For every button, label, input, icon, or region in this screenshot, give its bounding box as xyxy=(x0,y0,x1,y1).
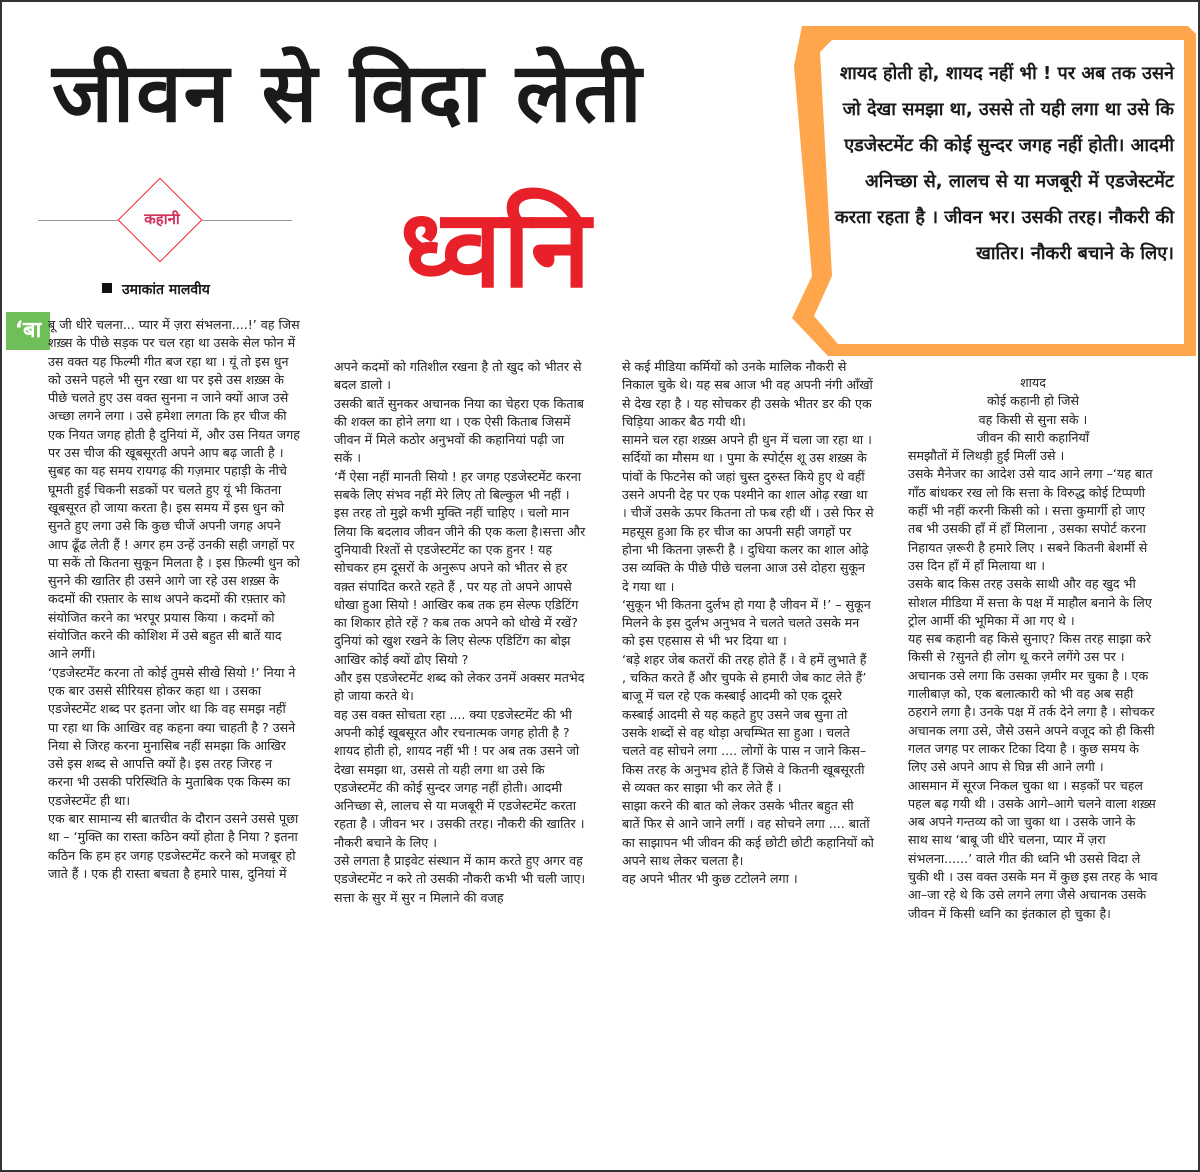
column-3-body: से कई मीडिया कर्मियों को उनके मालिक नौकरी से निकाल चुके थे। यह सब आज भी वह अपनी नंगी आँखों से देख रहा है । यह सोचकर ही उसके भीतर डर की एक चिड़िया आकर बैठ गयी थी। सामने चल रहा शख़्स अपने ही धुन में चला जा रहा था । सर्दियों का मौसम था । पुमा के स्पोर्ट्स शू उस शख़्स के पांवों के फिटनेस को जहां चुस्त दुरुस्त किये हुए थे वहीं उसने अपनी देह पर एक पश्मीने का शाल ओढ़ रखा था । चीजें उसके ऊपर कितना तो फब रही थीं । उसे फिर से महसूस हुआ कि हर चीज का अपनी सही जगहों पर होना भी कितना ज़रूरी है । दुधिया कलर का शाल ओढ़े उस व्यक्ति के पीछे पीछे चलना आज उसे दोहरा सुकून दे गया था । ‘सुकून भी कितना दुर्लभ हो गया है जीवन में !’ – सुकून मिलने के इस दुर्लभ अनुभव ने चलते चलते उसके मन को इस एहसास से भी भर दिया था । ‘बड़े शहर जेब कतरों की तरह होते हैं । वे हमें लुभाते हैं , चकित करते हैं और चुपके से हमारी जेब काट लेते हैं’ बाजू में चल रहे एक कस्बाई आदमी को एक दूसरे कस्बाई आदमी से यह कहते हुए उसने जब सुना तो उसके शब्दों से वह थोड़ा अचम्भित सा हुआ । चलते चलते वह सोचने लगा .... लोगों के पास न जाने किस–किस तरह के अनुभव होते हैं जिसे वे कितनी खूबसूरती से व्यक्त कर साझा भी कर लेते हैं । साझा करने की बात को लेकर उसके भीतर बहुत सी बातें फिर से आने जाने लगीं । वह सोचने लगा .... बातों का साझापन भी जीवन की कई छोटी छोटी कहानियों को अपने साथ लेकर चलता है। वह अपने भीतर भी कुछ टटोलने लगा । xyxy=(622,359,874,887)
author-name: उमाकांत मालवीय xyxy=(122,282,210,298)
column-4-lead: शायद कोई कहानी हो जिसे वह किसी से सुना सके । जीवन की सारी कहानियाँ xyxy=(976,375,1090,445)
divider-left xyxy=(38,220,120,221)
pull-quote-text: शायद होती हो, शायद नहीं भी ! पर अब तक उसने जो देखा समझा था, उससे तो यही लगा था उसे कि एडजेस्टमेंट की कोई सुन्दर जगह नहीं होती। आदमी अनिच्छा से, लालच से या मजबूरी में एडजेस्टमेंट करता रहता है । जीवन भर। उसकी तरह। नौकरी की खातिर। नौकरी बचाने के लिए। xyxy=(834,63,1174,264)
text-column-2 xyxy=(334,358,586,1158)
pull-quote-callout xyxy=(792,26,1196,356)
author-byline xyxy=(102,280,210,299)
story-title: ध्वनि xyxy=(400,187,592,312)
text-column-1 xyxy=(48,316,300,1156)
drop-cap: ‘बा xyxy=(6,312,50,350)
column-1-body: बू जी धीरे चलना... प्यार में ज़रा संभलना....!’ वह जिस शख़्स के पीछे सड़क पर चल रहा था उसके सेल फोन में उस वक्त यह फिल्मी गीत बज रहा था । यूं तो इस धुन को उसने पहले भी सुन रखा था पर इसे उस शख़्स के पीछे चलते हुए उस वक्त सुनना न जाने क्यों आज उसे अच्छा लगने लगा । उसे हमेशा लगता कि हर चीज की एक नियत जगह होती है दुनियां में, और उस नियत जगह पर उस चीज की खूबसूरती अपने आप बढ़ जाती है । सुबह का यह समय रायगढ़ की गज़मार पहाड़ी के नीचे घूमती हुई चिकनी सडकों पर चलते हुए यूं भी कितना खूबसूरत हो जाया करता है। इस समय में इस धुन को सुनते हुए लगा उसे कि कुछ चीजें अपनी जगह अपने आप ढूँढ लेती हैं ! अगर हम उन्हें उनकी सही जगहों पर पा सकें तो कितना सुकून मिलता है । इस फ़िल्मी धुन को सुनने की खातिर ही उसने आगे जा रहे उस शख़्स के कदमों की रफ़्तार के साथ अपने कदमों की रफ़्तार को संयोजित करने का भरपूर प्रयास किया । कदमों को संयोजित करने की कोशिश में उसे बहुत सी बातें याद आने लगीं। ‘एडजेस्टमेंट करना तो कोई तुमसे सीखे सियो !’ निया ने एक बार उससे सीरियस होकर कहा था । उसका एडजेस्टमेंट शब्द पर इतना जोर था कि वह समझ नहीं पा रहा था कि आखिर वह कहना क्या चाहती है ? उसने निया से जिरह करना मुनासिब नहीं समझा कि आखिर उसे इस शब्द से आपत्ति क्यों है। इस तरह जिरह न करना भी उसकी परिस्थिति के मुताबिक एक किस्म का एडजेस्टमेंट ही था। एक बार सामान्य सी बातचीत के दौरान उसने उससे पूछा था – ‘मुक्ति का रास्ता कठिन क्यों होता है निया ? इतना कठिन कि हम हर जगह एडजेस्टमेंट करने को मजबूर हो जाते हैं । एक ही रास्ता बचता है हमारे पास, दुनियां में xyxy=(48,317,300,881)
bullet-square-icon xyxy=(102,283,112,293)
column-4-body: समझौतों में लिथड़ी हुईं मिलीं उसे । उसके मैनेजर का आदेश उसे याद आने लगा –‘यह बात गाँठ बांधकर रख लो कि सत्ता के विरुद्ध कोई टिप्पणी कहीं भी नहीं करनी किसी को । सत्ता कुमार्गी हो जाए तब भी उसकी हाँ में हाँ मिलाना , उसका सपोर्ट करना निहायत ज़रूरी है हमारे लिए । सबने कितनी बेशर्मी से उस दिन हाँ में हाँ मिलाया था । उसके बाद किस तरह उसके साथी और वह खुद भी सोशल मीडिया में सत्ता के पक्ष में माहौल बनाने के लिए ट्रोल आर्मी की भूमिका में आ गए थे । यह सब कहानी वह किसे सुनाए? किस तरह साझा करे किसी से ?सुनते ही लोग थू करने लगेंगे उस पर । अचानक उसे लगा कि उसका ज़मीर मर चुका है । एक गालीबाज़ को, एक बलात्कारी को भी वह अब सही ठहराने लगा है। उनके पक्ष में तर्क देने लगा है । सोचकर अचानक लगा उसे, जैसे उसने अपने वजूद को ही किसी गलत जगह पर लाकर टिका दिया है । कुछ समय के लिए उसे अपने आप से घिन्न सी आने लगी । आसमान में सूरज निकल चुका था । सड़कों पर चहल पहल बढ़ गयी थी । उसके आगे–आगे चलने वाला शख़्स अब अपने गन्तव्य को जा चुका था । उसके जाने के साथ साथ ‘बाबू जी धीरे चलना, प्यार में ज़रा संभलना......’ वाले गीत की ध्वनि भी उससे विदा ले चुकी थी । उस वक्त उसके मन में कुछ इस तरह के भाव आ–जा रहे थे कि उसे लगने लगा जैसे अचानक उसके जीवन में किसी ध्वनि का इंतकाल हो चुका है। xyxy=(908,448,1158,921)
section-tag: कहानी xyxy=(144,210,180,228)
column-2-body: अपने कदमों को गतिशील रखना है तो खुद को भीतर से बदल डालो । उसकी बातें सुनकर अचानक निया का चेहरा एक किताब की शक्ल का होने लगा था । एक ऐसी किताब जिसमें जीवन में मिले कठोर अनुभवों की कहानियां पढ़ी जा सकें । ‘मैं ऐसा नहीं मानती सियो ! हर जगह एडजेस्टमेंट करना सबके लिए संभव नहीं मेरे लिए तो बिल्कुल भी नहीं । इस तरह तो मुझे कभी मुक्ति नहीं चाहिए । चलो मान लिया कि बदलाव जीवन जीने की एक कला है।सत्ता और दुनियावी रिश्तों से एडजेस्टमेंट का एक हुनर ! यह सोचकर हम दूसरों के अनुरूप अपने को भीतर से हर वक़्त संपादित करते रहते हैं , पर यह तो अपने आपसे धोखा हुआ सियो ! आखिर कब तक हम सेल्फ एडिटिंग का शिकार होते रहें ? कब तक अपने को धोखे में रखें? दुनियां को खुश रखने के लिए सेल्फ एडिटिंग का बोझ आखिर कोई क्यों ढोए सियो ? और इस एडजेस्टमेंट शब्द को लेकर उनमें अक्सर मतभेद हो जाया करते थे। वह उस वक्त सोचता रहा .... क्या एडजेस्टमेंट की भी अपनी कोई खूबसूरत और रचनात्मक जगह होती है ? शायद होती हो, शायद नहीं भी ! पर अब तक उसने जो देखा समझा था, उससे तो यही लगा था उसे कि एडजेस्टमेंट की कोई सुन्दर जगह नहीं होती। आदमी अनिच्छा से, लालच से या मजबूरी में एडजेस्टमेंट करता रहता है । जीवन भर । उसकी तरह। नौकरी की खातिर । नौकरी बचाने के लिए । उसे लगता है प्राइवेट संस्थान में काम करते हुए अगर वह एडजेस्टमेंट न करे तो उसकी नौकरी कभी भी चली जाए। सत्ता के सुर में सुर न मिलाने की वजह xyxy=(334,359,586,905)
headline: जीवन से विदा लेती xyxy=(52,46,644,141)
text-column-3 xyxy=(622,358,874,1158)
text-column-4 xyxy=(908,374,1158,1154)
divider-right xyxy=(202,220,292,221)
